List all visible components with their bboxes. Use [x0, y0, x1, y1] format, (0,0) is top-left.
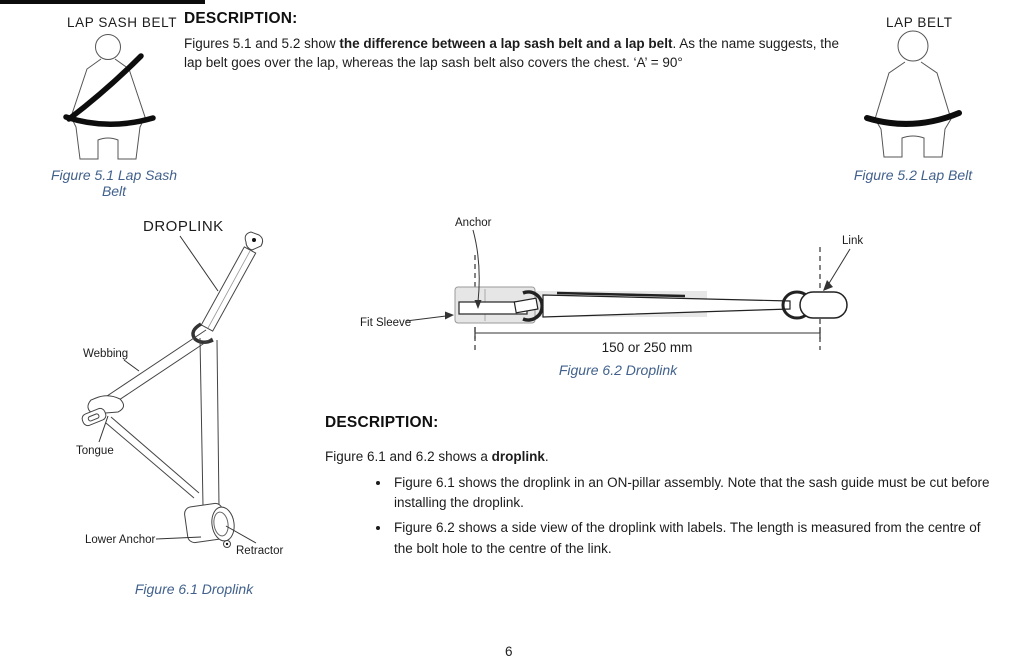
droplink-bar	[201, 247, 255, 331]
description-paragraph	[184, 35, 842, 73]
person-body	[875, 62, 951, 157]
droplink-sideview-figure	[345, 203, 905, 383]
droplink-leader-line	[180, 236, 218, 291]
link-leader-line	[828, 249, 850, 285]
link-pill	[800, 292, 847, 318]
intro-segment: .	[544, 449, 549, 464]
lower-anchor-label: Lower Anchor	[85, 534, 156, 546]
bullet-item: • Figure 6.1 shows the droplink in an ON-pillar assembly. Note that the sash guide must be cut before installing the droplink.	[391, 473, 993, 514]
anchor-bolt-hole	[252, 238, 256, 242]
fig61-caption: Figure 6.1 Droplink	[134, 581, 254, 597]
fig62-caption: Figure 6.2 Droplink	[558, 362, 678, 378]
lap-belt-strap	[867, 113, 959, 124]
webbing-strap-edge	[101, 330, 206, 400]
fig51-caption: Figure 5.1 Lap Sash Belt	[50, 167, 178, 199]
lap-sash-belt-figure	[55, 28, 170, 168]
sash-belt-strap	[69, 56, 141, 119]
scan-artifact-bar	[0, 0, 205, 4]
vertical-strap-edge	[200, 338, 203, 506]
droplink-assembly-figure	[60, 205, 305, 565]
droplink-diagram-title: DROPLINK	[143, 218, 224, 235]
page-number: 6	[505, 644, 513, 659]
droplink-bullet-list	[325, 473, 993, 559]
lap-belt-strap	[66, 117, 153, 124]
fit-sleeve-arrowhead	[445, 312, 454, 320]
para-bold-segment: the difference between a lap sash belt and a lap belt	[339, 36, 673, 51]
person-head	[96, 35, 121, 60]
retractor-label: Retractor	[236, 545, 284, 557]
fig52-title: LAP BELT	[886, 15, 953, 30]
description-block-belts	[184, 10, 852, 73]
lower-strap-edge	[106, 423, 194, 498]
droplink-intro	[325, 448, 993, 467]
vertical-strap-edge	[217, 340, 219, 507]
fit-sleeve-leader-line	[406, 316, 446, 321]
bullet-item: • Figure 6.2 shows a side view of the droplink with labels. The length is measured from the centre of the bolt hole to the centre of the link.	[391, 518, 993, 559]
intro-bold-segment: droplink	[491, 449, 545, 464]
anchor-label: Anchor	[455, 217, 492, 229]
dimension-label: 150 or 250 mm	[601, 340, 693, 355]
lower-anchor-bolt-hole	[226, 543, 228, 545]
para-segment: Figures 5.1 and 5.2 show	[184, 36, 340, 51]
para-segment: . As the name suggests, the lap belt goes over the lap, whereas the lap sash belt also covers the chest. ‘A’ = 90°	[184, 36, 840, 70]
link-label: Link	[842, 235, 864, 247]
fig52-caption: Figure 5.2 Lap Belt	[853, 167, 973, 183]
tongue-label: Tongue	[76, 445, 114, 457]
description-block-droplink	[325, 414, 993, 564]
person-head	[898, 31, 928, 61]
fig51-title: LAP SASH BELT	[67, 15, 178, 30]
description-heading: DESCRIPTION:	[325, 414, 439, 431]
description-heading: DESCRIPTION:	[184, 10, 298, 27]
webbing-label: Webbing	[83, 348, 129, 360]
webbing-leader-line	[124, 360, 139, 371]
fit-sleeve-label: Fit Sleeve	[360, 317, 412, 329]
link-arrowhead	[823, 280, 833, 291]
intro-segment: Figure 6.1 and 6.2 shows a	[325, 449, 492, 464]
droplink-bar-edge	[208, 251, 250, 328]
lap-belt-figure	[858, 22, 968, 167]
lower-strap-edge	[111, 417, 199, 493]
